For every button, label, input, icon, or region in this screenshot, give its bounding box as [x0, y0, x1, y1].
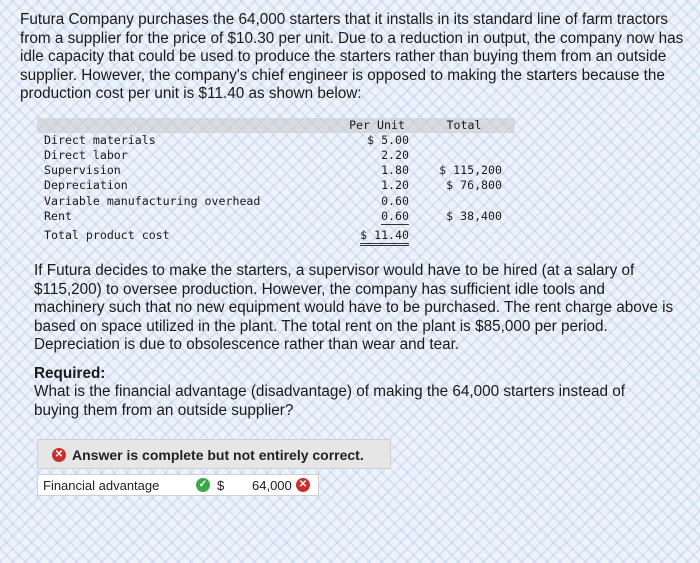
- row-label: Variable manufacturing overhead: [44, 194, 261, 208]
- table-row: [37, 148, 517, 163]
- row-label: Direct materials: [44, 133, 156, 147]
- answer-row: [37, 474, 319, 496]
- row-unit-cost: 0.60: [381, 209, 409, 223]
- table-total-row: [37, 228, 517, 243]
- row-label: Supervision: [44, 163, 121, 177]
- required-heading: Required:: [34, 365, 106, 382]
- problem-details: If Futura decides to make the starters, a supervisor would have to be hired (at a salary of $115,200) to oversee production. However, the company has sufficient idle tools and machinery such that no new equipment would have to be purchased. The rent charge above is based on space utilized in the plant. The total rent on the plant is $85,000 per period. Depreciation is due to obsolescence rather than wear and tear.: [34, 262, 674, 354]
- table-row: [37, 178, 517, 193]
- row-total: $ 76,800: [446, 178, 502, 192]
- row-total: $ 38,400: [446, 209, 502, 223]
- row-total: $ 115,200: [439, 163, 502, 177]
- problem-intro: Futura Company purchases the 64,000 starters that it installs in its standard line of farm tractors from a supplier for the price of $10.30 per unit. Due to a reduction in output, the company now has idle capacity that could be used to produce the starters rather than buying them from an outside supplier. However, the company's chief engineer is opposed to making the starters because the production cost per unit is $11.40 as shown below:: [20, 11, 684, 103]
- answer-status-banner: [37, 439, 391, 469]
- answer-amount-field[interactable]: 64,000: [252, 478, 292, 493]
- incorrect-icon: ✕: [296, 478, 310, 492]
- cost-table: [37, 118, 517, 246]
- row-label: Depreciation: [44, 178, 128, 192]
- row-unit-cost: $ 5.00: [367, 133, 409, 147]
- row-label: Direct labor: [44, 148, 128, 162]
- correct-check-icon: ✓: [196, 478, 210, 492]
- row-unit-cost: 0.60: [381, 194, 409, 208]
- row-unit-cost: 1.80: [381, 163, 409, 177]
- row-label: Rent: [44, 209, 72, 223]
- row-unit-cost: 1.20: [381, 178, 409, 192]
- currency-symbol: $: [217, 478, 225, 493]
- table-row: [37, 194, 517, 209]
- header-total: Total: [446, 118, 482, 132]
- table-row: [37, 163, 517, 178]
- answer-row-label: Financial advantage: [43, 478, 160, 493]
- table-row: [37, 209, 517, 224]
- row-unit-cost: 2.20: [381, 148, 409, 162]
- table-row: [37, 133, 517, 148]
- incorrect-icon: ✕: [52, 448, 66, 462]
- required-question: What is the financial advantage (disadvantage) of making the 64,000 starters instead of buying them from an outside supplier?: [34, 383, 625, 419]
- total-label: Total product cost: [44, 228, 170, 242]
- total-unit-cost: $ 11.40: [360, 228, 409, 246]
- answer-status-message: Answer is complete but not entirely correct.: [72, 447, 364, 463]
- header-per-unit: Per Unit: [349, 118, 405, 132]
